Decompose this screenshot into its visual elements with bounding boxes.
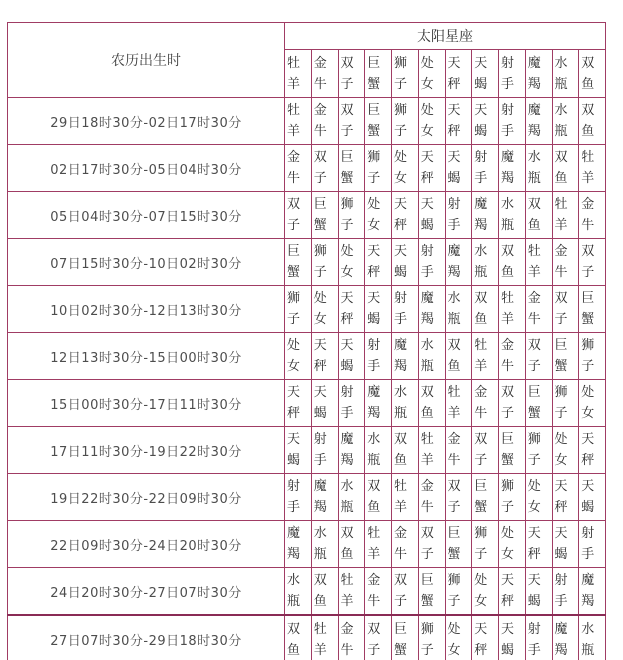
sign-cell: 水瓶 [418,333,445,380]
sign-cell: 射手 [365,333,392,380]
sign-cell: 金牛 [392,521,419,568]
zodiac-column-header: 射手 [499,50,526,98]
sign-cell: 水瓶 [525,145,552,192]
sign-cell: 魔羯 [525,98,552,145]
sign-cell: 魔羯 [472,192,499,239]
sign-cell: 双子 [418,521,445,568]
sign-cell: 处女 [445,615,472,660]
sign-cell: 巨蟹 [285,239,312,286]
sign-cell: 天秤 [285,380,312,427]
sign-cell: 金牛 [311,98,338,145]
sign-cell: 天秤 [499,568,526,616]
sign-cell: 处女 [365,192,392,239]
sign-cell: 射手 [285,474,312,521]
sign-cell: 狮子 [552,380,579,427]
zodiac-column-header: 魔羯 [525,50,552,98]
sign-cell: 射手 [445,192,472,239]
sign-cell: 处女 [338,239,365,286]
sign-cell: 金牛 [445,427,472,474]
sign-cell: 牡羊 [311,615,338,660]
sign-cell: 魔羯 [311,474,338,521]
sign-cell: 狮子 [579,333,606,380]
sign-cell: 天蝎 [445,145,472,192]
sign-cell: 天蝎 [499,615,526,660]
time-range-cell: 15日00时30分-17日11时30分 [8,380,285,427]
sign-cell: 双鱼 [525,192,552,239]
sign-cell: 狮子 [445,568,472,616]
sign-cell: 双鱼 [338,521,365,568]
sign-cell: 双鱼 [552,145,579,192]
sign-cell: 魔羯 [499,145,526,192]
sign-cell: 双子 [499,380,526,427]
lunar-birth-time-header: 农历出生时 [8,23,285,98]
sign-cell: 水瓶 [552,98,579,145]
table-row [8,380,606,427]
sign-cell: 金牛 [525,286,552,333]
sign-cell: 天蝎 [338,333,365,380]
sign-cell: 双子 [285,192,312,239]
sign-cell: 双子 [472,427,499,474]
sign-cell: 狮子 [418,615,445,660]
sign-cell: 射手 [579,521,606,568]
sign-cell: 牡羊 [418,427,445,474]
sign-cell: 牡羊 [392,474,419,521]
sign-cell: 处女 [499,521,526,568]
sign-cell: 射手 [552,568,579,616]
time-range-cell: 27日07时30分-29日18时30分 [8,615,285,660]
sign-cell: 双子 [579,239,606,286]
zodiac-column-header: 天秤 [445,50,472,98]
sign-cell: 处女 [579,380,606,427]
sign-cell: 巨蟹 [445,521,472,568]
sign-cell: 水瓶 [338,474,365,521]
sign-cell: 狮子 [311,239,338,286]
sign-cell: 天秤 [525,521,552,568]
table-row [8,239,606,286]
sign-cell: 水瓶 [365,427,392,474]
sign-cell: 天蝎 [418,192,445,239]
sun-sign-title: 太阳星座 [285,23,606,50]
sign-cell: 处女 [525,474,552,521]
table-row [8,474,606,521]
sign-cell: 巨蟹 [499,427,526,474]
sign-cell: 水瓶 [499,192,526,239]
sign-cell: 牡羊 [552,192,579,239]
sign-cell: 双子 [365,615,392,660]
sign-cell: 巨蟹 [365,98,392,145]
sign-cell: 处女 [472,568,499,616]
sign-cell: 狮子 [499,474,526,521]
sign-cell: 天蝎 [365,286,392,333]
sign-cell: 双鱼 [579,98,606,145]
sign-cell: 魔羯 [392,333,419,380]
sign-cell: 天秤 [579,427,606,474]
sign-cell: 射手 [525,615,552,660]
sign-cell: 天秤 [392,192,419,239]
table-row [8,98,606,145]
sign-cell: 牡羊 [579,145,606,192]
table-row [8,286,606,333]
sign-cell: 双子 [552,286,579,333]
sign-cell: 牡羊 [365,521,392,568]
sign-cell: 金牛 [472,380,499,427]
sign-cell: 双子 [392,568,419,616]
sign-cell: 狮子 [472,521,499,568]
sign-cell: 处女 [311,286,338,333]
sign-cell: 巨蟹 [338,145,365,192]
sign-cell: 巨蟹 [392,615,419,660]
sign-cell: 巨蟹 [418,568,445,616]
table-row [8,615,606,660]
time-range-cell: 19日22时30分-22日09时30分 [8,474,285,521]
sign-cell: 天秤 [338,286,365,333]
sign-cell: 牡羊 [338,568,365,616]
zodiac-column-header: 牡羊 [285,50,312,98]
table-row [8,521,606,568]
zodiac-column-header: 巨蟹 [365,50,392,98]
sign-cell: 双子 [311,145,338,192]
time-range-cell: 10日02时30分-12日13时30分 [8,286,285,333]
sign-cell: 金牛 [285,145,312,192]
sign-cell: 天蝎 [472,98,499,145]
zodiac-column-header: 双子 [338,50,365,98]
sign-cell: 巨蟹 [472,474,499,521]
sign-cell: 巨蟹 [525,380,552,427]
sign-cell: 巨蟹 [311,192,338,239]
sign-cell: 双鱼 [285,615,312,660]
sign-cell: 双鱼 [499,239,526,286]
sign-cell: 天秤 [472,615,499,660]
sign-cell: 双鱼 [311,568,338,616]
sign-cell: 水瓶 [579,615,606,660]
sign-cell: 处女 [285,333,312,380]
sign-cell: 水瓶 [445,286,472,333]
time-range-cell: 29日18时30分-02日17时30分 [8,98,285,145]
sign-cell: 射手 [311,427,338,474]
sign-cell: 牡羊 [525,239,552,286]
sign-cell: 魔羯 [445,239,472,286]
sign-cell: 金牛 [365,568,392,616]
sign-cell: 处女 [392,145,419,192]
sign-cell: 金牛 [579,192,606,239]
sign-cell: 双子 [525,333,552,380]
sign-cell: 魔羯 [338,427,365,474]
sign-cell: 魔羯 [365,380,392,427]
table-row [8,333,606,380]
sign-cell: 天秤 [418,145,445,192]
sign-cell: 狮子 [338,192,365,239]
sign-cell: 天秤 [311,333,338,380]
sign-cell: 天蝎 [525,568,552,616]
sign-cell: 水瓶 [472,239,499,286]
zodiac-column-header: 水瓶 [552,50,579,98]
sign-cell: 魔羯 [579,568,606,616]
time-range-cell: 07日15时30分-10日02时30分 [8,239,285,286]
sign-cell: 双鱼 [472,286,499,333]
sign-cell: 射手 [338,380,365,427]
time-range-cell: 05日04时30分-07日15时30分 [8,192,285,239]
sign-cell: 牡羊 [445,380,472,427]
sign-cell: 双鱼 [418,380,445,427]
sign-cell: 天蝎 [392,239,419,286]
table-row [8,568,606,616]
time-range-cell: 22日09时30分-24日20时30分 [8,521,285,568]
sign-cell: 双子 [338,98,365,145]
sign-cell: 魔羯 [285,521,312,568]
zodiac-column-header: 狮子 [392,50,419,98]
sign-cell: 天秤 [445,98,472,145]
sign-cell: 射手 [418,239,445,286]
sign-cell: 金牛 [418,474,445,521]
sign-cell: 金牛 [338,615,365,660]
zodiac-column-header: 双鱼 [579,50,606,98]
zodiac-column-header: 金牛 [311,50,338,98]
sign-cell: 天蝎 [579,474,606,521]
sign-cell: 狮子 [285,286,312,333]
zodiac-lookup-table [7,22,606,660]
time-range-cell: 24日20时30分-27日07时30分 [8,568,285,616]
sign-cell: 双鱼 [365,474,392,521]
time-range-cell: 02日17时30分-05日04时30分 [8,145,285,192]
sign-cell: 狮子 [392,98,419,145]
sign-cell: 魔羯 [552,615,579,660]
sign-cell: 水瓶 [392,380,419,427]
sign-cell: 处女 [552,427,579,474]
sign-cell: 狮子 [525,427,552,474]
sign-cell: 双子 [445,474,472,521]
sign-cell: 天秤 [552,474,579,521]
sign-cell: 水瓶 [311,521,338,568]
sign-cell: 双鱼 [392,427,419,474]
sign-cell: 射手 [499,98,526,145]
sign-cell: 天蝎 [285,427,312,474]
time-range-cell: 12日13时30分-15日00时30分 [8,333,285,380]
header-row-top [8,23,606,50]
sign-cell: 牡羊 [499,286,526,333]
sign-cell: 射手 [472,145,499,192]
sign-cell: 金牛 [499,333,526,380]
sign-cell: 牡羊 [472,333,499,380]
sign-cell: 巨蟹 [552,333,579,380]
zodiac-column-header: 天蝎 [472,50,499,98]
sign-cell: 天秤 [365,239,392,286]
table-row [8,145,606,192]
sign-cell: 射手 [392,286,419,333]
sign-cell: 处女 [418,98,445,145]
sign-cell: 水瓶 [285,568,312,616]
table-row [8,192,606,239]
sign-cell: 金牛 [552,239,579,286]
sign-cell: 天蝎 [311,380,338,427]
sign-cell: 魔羯 [418,286,445,333]
sign-cell: 巨蟹 [579,286,606,333]
sign-cell: 双鱼 [445,333,472,380]
sign-cell: 狮子 [365,145,392,192]
zodiac-column-header: 处女 [418,50,445,98]
table-row [8,427,606,474]
time-range-cell: 17日11时30分-19日22时30分 [8,427,285,474]
sign-cell: 天蝎 [552,521,579,568]
sign-cell: 牡羊 [285,98,312,145]
